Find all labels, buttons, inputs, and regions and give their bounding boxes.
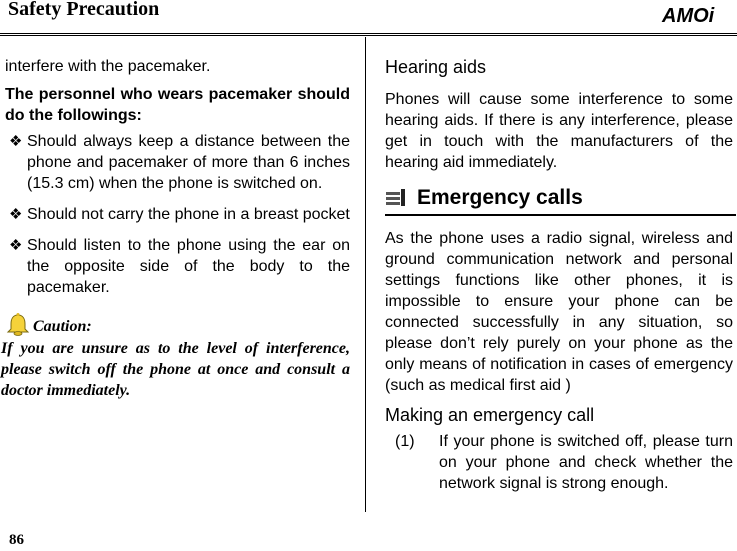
left-column [1,56,350,401]
emergency-body: As the phone uses a radio signal, wireless and ground communication network and personal settings functions like other phones, it is impossible to ensure your phone can be connected successfully in any situation, so please don’t rely purely on your phone as the only means of notification in cases of emergency (such as medical first aid ) [385,230,733,394]
bullet-item [9,235,350,298]
hearing-aids-title: Hearing aids [385,57,487,77]
intro-text: interfere with the pacemaker. [5,58,211,75]
bullet-text: Should always keep a distance between the phone and pacemaker of more than 6 inches (15.3 cm) when the phone is switched on. [27,133,350,192]
caution-title: Caution: [33,318,92,335]
caution-header [5,312,350,338]
emergency-calls-heading [385,187,736,216]
page-number: 86 [9,532,24,548]
diamond-bullet-icon: ❖ [9,237,23,254]
header-rule [0,33,737,36]
diamond-bullet-icon: ❖ [9,133,23,150]
caution-body: If you are unsure as to the level of interference, please switch off the phone at once and consult a doctor immediately. [1,340,350,399]
hearing-aids-body: Phones will cause some interference to some hearing aids. If there is any interference, please get in touch with the manufacturers of the hearing aid immediately. [385,91,733,171]
right-column [385,57,733,494]
amoi-logo-text: AMOi [662,5,715,26]
step-item [395,431,733,494]
bullet-item [9,204,350,225]
amoi-logo [660,4,732,26]
bullet-text: Should listen to the phone using the ear on the opposite side of the body to the pacemaker. [27,237,350,296]
pacemaker-heading: The personnel who wears pacemaker should do the followings: [5,86,350,124]
bell-icon [5,312,31,338]
making-call-title: Making an emergency call [385,405,595,425]
bullet-item [9,131,350,194]
step-number: (1) [395,433,415,450]
section-bars-icon [385,188,407,208]
page-header-title: Safety Precaution [8,0,160,20]
emergency-calls-title: Emergency calls [417,186,583,209]
bullet-text: Should not carry the phone in a breast pocket [27,206,350,223]
diamond-bullet-icon: ❖ [9,206,23,223]
column-divider [365,37,366,512]
step-text: If your phone is switched off, please turn on your phone and check whether the network signal is strong enough. [439,433,733,492]
